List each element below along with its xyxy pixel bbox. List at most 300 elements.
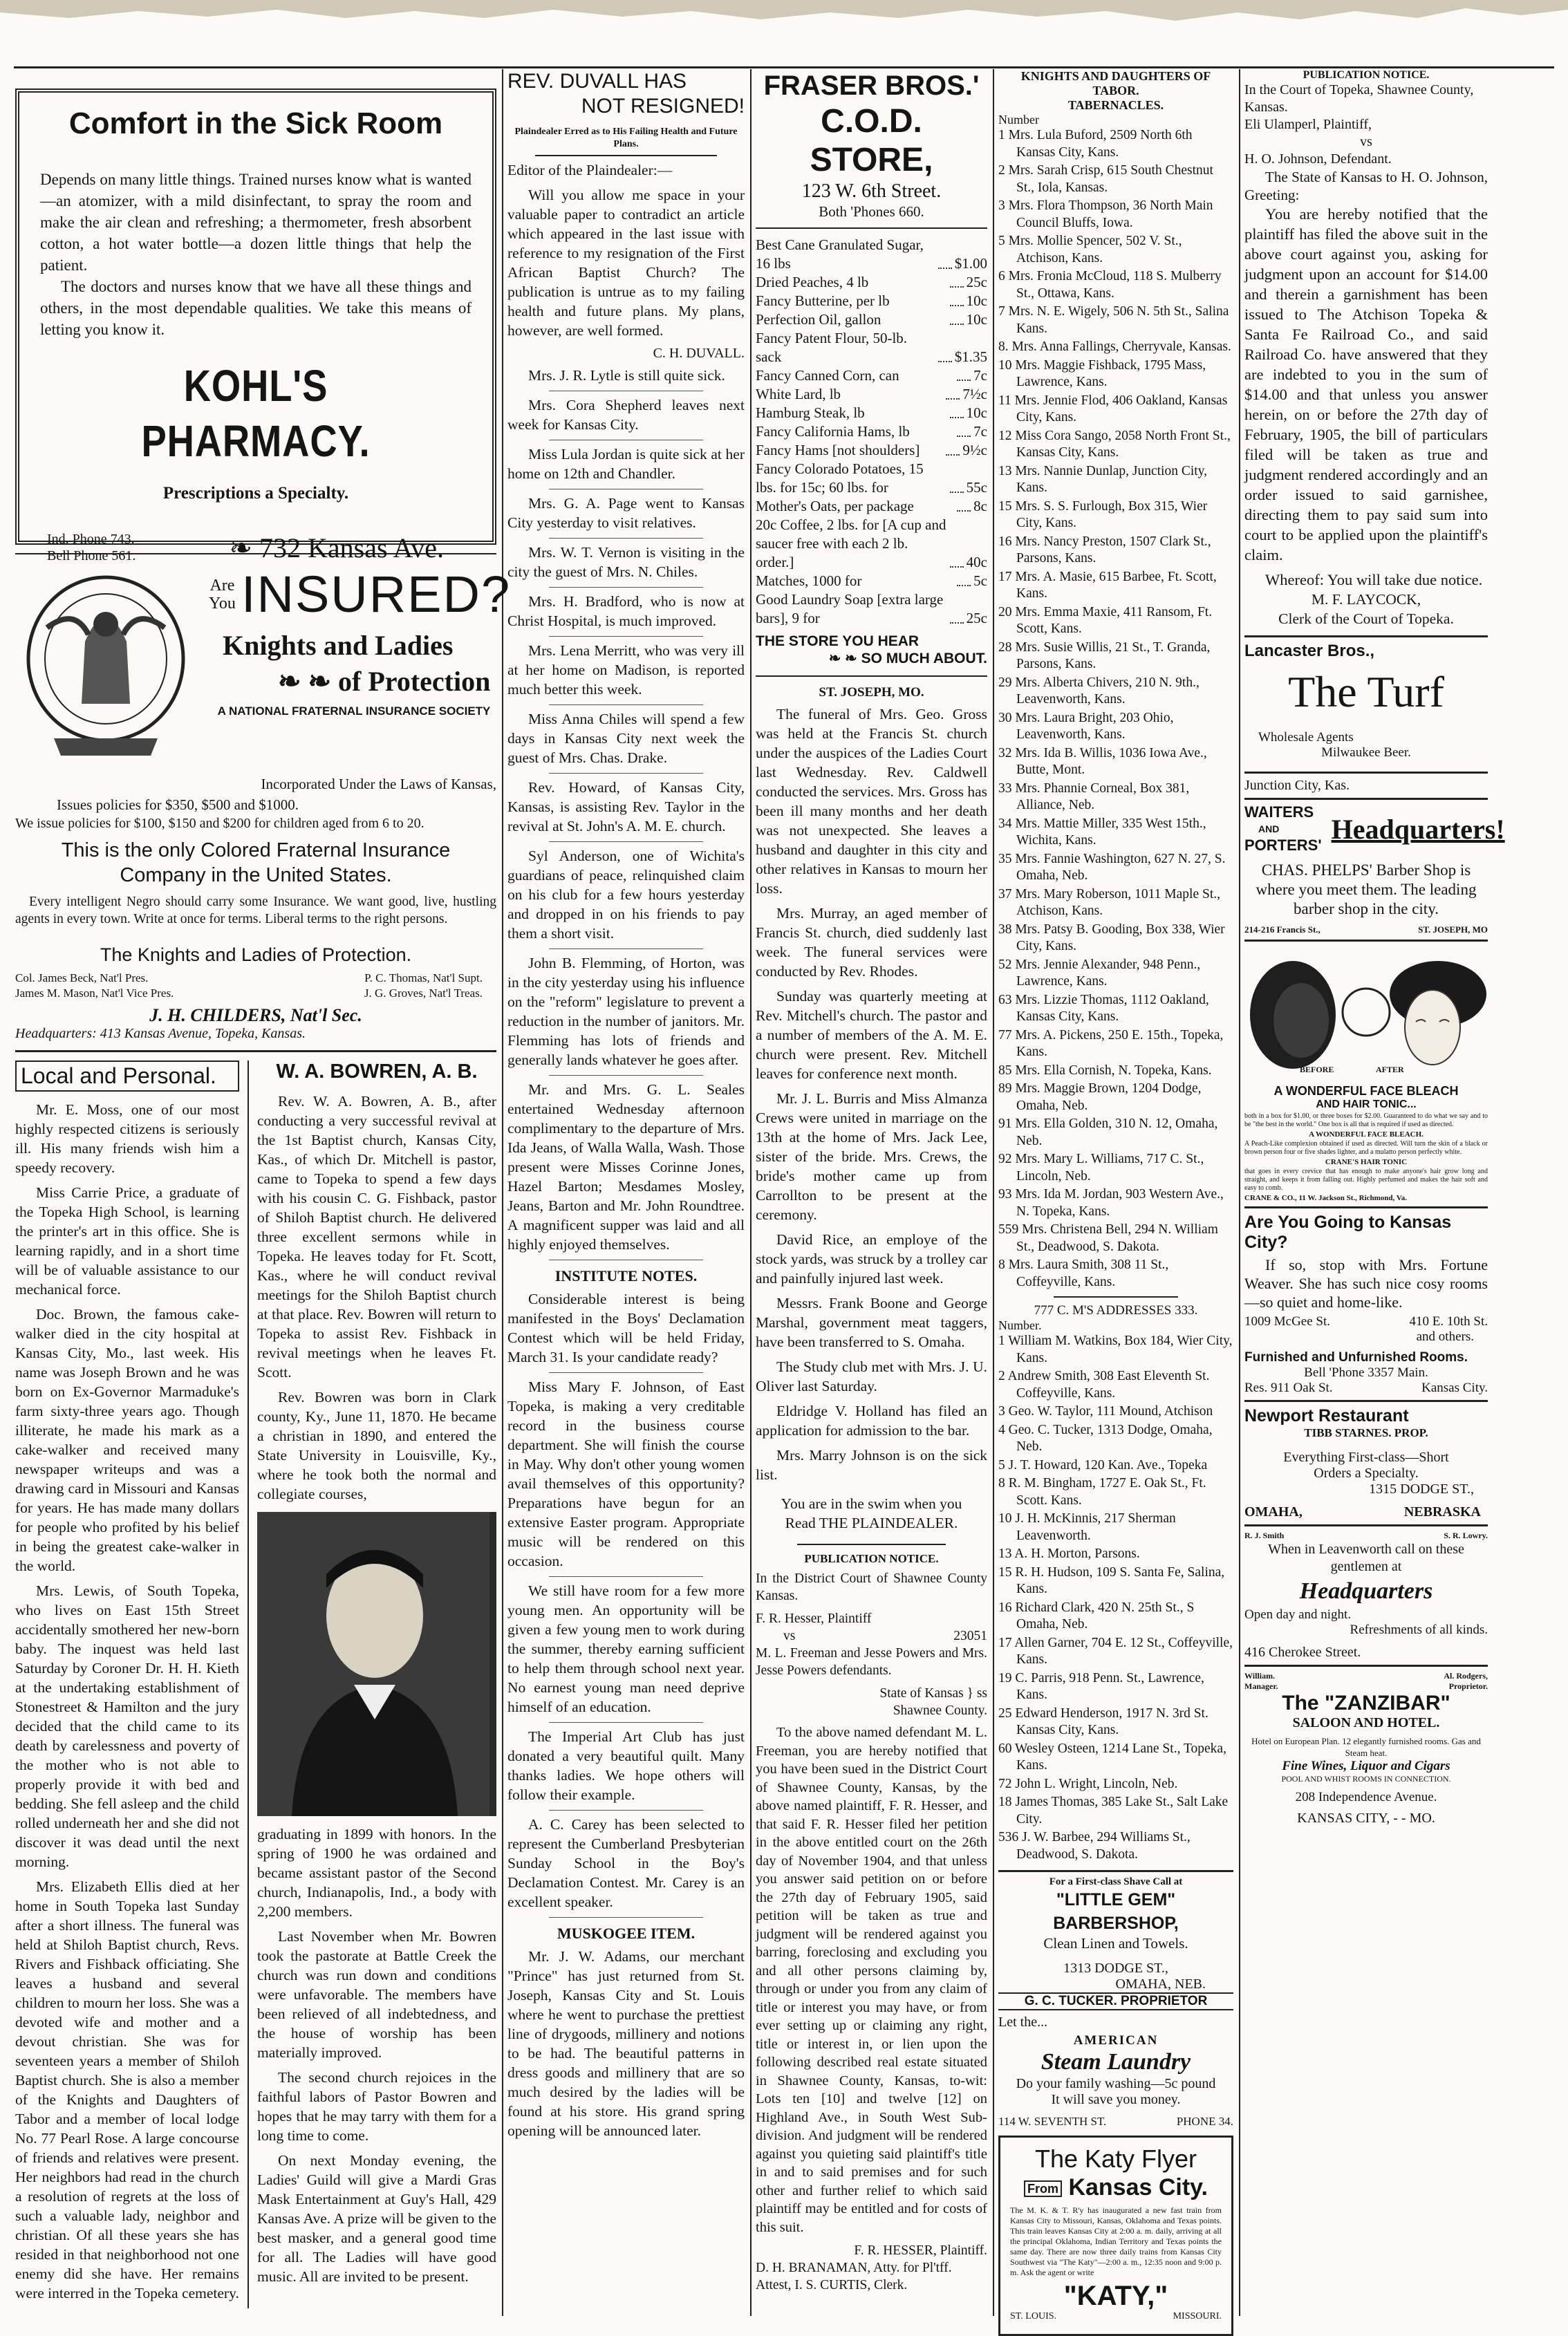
price-dots xyxy=(957,380,971,381)
pharmacy-name: KOHL'S PHARMACY. xyxy=(141,361,371,466)
kl-protection: The Knights and Ladies of Protection. xyxy=(100,944,412,965)
leav-names-row xyxy=(1244,1531,1488,1541)
divider xyxy=(1244,1400,1488,1402)
divider xyxy=(998,1870,1233,1872)
after-label: AFTER xyxy=(1376,1065,1404,1074)
pub-vs-right: vs xyxy=(1360,134,1372,149)
price-dots xyxy=(946,398,960,400)
headquarters-script: Headquarters xyxy=(1299,1578,1433,1604)
laundry-ad xyxy=(998,2015,1233,2129)
item-separator xyxy=(549,1576,703,1577)
column-rule-1 xyxy=(502,69,503,2316)
top-rule xyxy=(14,66,1554,68)
policies: Issues policies for $350, $500 and $1000. xyxy=(57,796,299,813)
pub-sig-clerk: Attest, I. S. CURTIS, Clerk. xyxy=(756,2278,908,2292)
laundry-family: Do your family washing—5c pound xyxy=(1016,2076,1216,2091)
local-section xyxy=(15,1060,496,2308)
mcgee-right: 410 E. 10th St. xyxy=(1409,1314,1488,1329)
publication-notice-title: PUBLICATION NOTICE. xyxy=(804,1552,939,1565)
nebraska: NEBRASKA xyxy=(1403,1504,1481,1520)
tabernacle-entry: 38 Mrs. Patsy B. Gooding, Box 338, Wier City, Kans. xyxy=(998,922,1225,953)
zanzibar-names xyxy=(1244,1671,1488,1692)
column-rule-3 xyxy=(993,69,994,2316)
duvall-signature: C. H. DUVALL. xyxy=(653,346,745,361)
zanzibar-prop-block xyxy=(1444,1671,1488,1692)
katy-from: From xyxy=(1024,2180,1062,2197)
price-item: Fancy Canned Corn, can xyxy=(756,367,899,384)
laundry-american: AMERICAN xyxy=(1073,2033,1159,2048)
katy-body: The M. K. & T. R'y has inaugurated a new fast train from Kansas City to Missouri, Kansas, Oklahoma and Texas points. This train leaves Kansas City at 2:00 a. m. daily, arriving at all the principal Oklahoma, Indian Territory and Texas points the same day. There are now three daily trains from Kansas City Southwest via "The Katy"—2:00 a. m., 12:35 noon and 9:00 p. m. Ask the agent or write xyxy=(1010,2205,1222,2278)
pub-court-right: In the Court of Topeka, Shawnee County, Kansas. xyxy=(1244,82,1474,115)
cms-number: Number. xyxy=(998,1318,1042,1332)
price-dots xyxy=(950,305,964,306)
portrait-figure-icon xyxy=(257,1512,489,1816)
bleach-text-2: A Peach-Like complexion obtained if used as directed. Will turn the skin of a black or brown person four or five shades lighter, and a mulatto person perfectly white. xyxy=(1244,1140,1488,1156)
item-separator xyxy=(549,587,703,588)
pub-title-right: PUBLICATION NOTICE. xyxy=(1303,69,1430,81)
are-label: Are xyxy=(209,577,235,595)
cod-store: C.O.D. STORE, xyxy=(810,103,933,178)
crane-address: CRANE & CO., 11 W. Jackson St., Richmond, Va. xyxy=(1244,1194,1408,1202)
torn-edge xyxy=(0,0,1568,28)
cms-entry: 72 John L. Wright, Lincoln, Neb. xyxy=(998,1776,1178,1791)
tabernacle-entry: 1 Mrs. Lula Buford, 2509 North 6th Kansas City, Kans. xyxy=(998,128,1193,160)
column-tabor xyxy=(998,69,1233,2322)
before-label: BEFORE xyxy=(1300,1065,1334,1074)
bowren-portrait xyxy=(257,1512,496,1816)
tabernacle-entry: 8. Mrs. Anna Fallings, Cherryvale, Kansas. xyxy=(998,339,1231,354)
price-item: Mother's Oats, per package xyxy=(756,498,914,514)
divider xyxy=(15,1050,496,1052)
newport-dodge: 1315 DODGE ST., xyxy=(1369,1482,1474,1497)
milwaukee-beer: Milwaukee Beer. xyxy=(1321,745,1411,760)
bowren-p5: The second church rejoices in the faithful labors of Pastor Bowren and hopes that he may tarry with them for a long time to come. xyxy=(257,2069,496,2144)
cms-entry: 13 A. H. Morton, Parsons. xyxy=(998,1547,1140,1561)
mcgee-left: 1009 McGee St. xyxy=(1244,1314,1331,1329)
phelps-city: ST. JOSEPH, MO xyxy=(1418,924,1488,935)
fraser-phones: Both 'Phones 660. xyxy=(819,203,924,220)
divider xyxy=(1244,798,1488,800)
personal-item: Miss Lula Jordan is quite sick at her home on 12th and Chandler. xyxy=(507,446,745,482)
price-row xyxy=(756,572,987,590)
omaha: OMAHA, xyxy=(1244,1504,1303,1520)
tabernacle-entry: 91 Mrs. Ella Golden, 310 N. 12, Omaha, Neb. xyxy=(998,1116,1218,1148)
price-row xyxy=(756,497,987,516)
cms-entry: 1 William M. Watkins, Box 184, Wier City, Kans. xyxy=(998,1334,1233,1365)
pub-defendant-right: H. O. Johnson, Defendant. xyxy=(1244,151,1392,167)
res-row xyxy=(1244,1381,1488,1396)
laundry-name: Steam Laundry xyxy=(1040,2049,1191,2075)
order-seal-icon xyxy=(19,566,192,766)
column-duvall xyxy=(507,69,745,2316)
tabernacle-entry: 6 Mrs. Fronia McCloud, 118 S. Mulberry St., Ottawa, Kans. xyxy=(998,269,1222,301)
phelps-address-row xyxy=(1244,924,1488,935)
st-joseph-item: Mrs. Marry Johnson is on the sick list. xyxy=(756,1447,987,1483)
store-you-hear: THE STORE YOU HEAR xyxy=(756,633,920,649)
tabernacle-entry: 15 Mrs. S. S. Furlough, Box 315, Wier City, Kans. xyxy=(998,498,1208,530)
price-dots xyxy=(950,417,964,418)
price-value: 25c xyxy=(966,274,987,290)
ad-body: Depends on many little things. Trained nurses know what is wanted—an atomizer, with a mild disinfectant, to spray the room and make the air clean and refreshing; a thermometer, fresh absorbent cotton, a hot water bottle—a dozen little things that help the patient. xyxy=(40,171,472,274)
katy-stl: ST. LOUIS. xyxy=(1010,2311,1057,2322)
pub-state-right: The State of Kansas to H. O. Johnson, Greeting: xyxy=(1244,169,1488,203)
divider xyxy=(756,227,987,229)
pub-vs-row xyxy=(756,1627,987,1645)
price-dots xyxy=(946,454,960,456)
divider xyxy=(756,675,987,677)
phelps-text: CHAS. PHELPS' Barber Shop is where you meet them. The leading barber shop in the city. xyxy=(1256,861,1477,917)
tibb-starnes: TIBB STARNES. PROP. xyxy=(1304,1426,1428,1439)
tabernacle-entry: 10 Mrs. Maggie Fishback, 1795 Mass, Lawrence, Kans. xyxy=(998,357,1206,389)
pub-court: In the District Court of Shawnee County Kansas. xyxy=(756,1571,987,1603)
cms-entry: 5 J. T. Howard, 120 Kan. Ave., Topeka xyxy=(998,1457,1208,1473)
price-row xyxy=(756,404,987,422)
tabernacle-list xyxy=(998,127,1233,1291)
pub-clerk-right: Clerk of the Court of Topeka. xyxy=(1278,610,1454,627)
muskogee-title: MUSKOGEE ITEM. xyxy=(557,1925,696,1942)
pub-plaintiff: F. R. Hesser, Plaintiff xyxy=(756,1611,872,1626)
item-separator xyxy=(549,1810,703,1811)
price-value: 7c xyxy=(973,367,987,384)
bowren-p6: On next Monday evening, the Ladies' Guild will give a Mardi Gras Mask Entertainment at Guy's Hall, 429 Kansas Ave. A prize will be given to the best masker, and a general good time for all. The Ladies will have good music. All are invited to be present. xyxy=(257,2152,496,2285)
duvall-title-2: NOT RESIGNED! xyxy=(581,95,745,118)
cms-entry: 8 R. M. Bingham, 1727 E. Oak St., Ft. Scott. Kans. xyxy=(998,1476,1206,1508)
officer-treas: J. G. Groves, Nat'l Treas. xyxy=(364,987,483,1000)
cms-entry: 19 C. Parris, 918 Penn. St., Lawrence, Kans. xyxy=(998,1670,1204,1702)
price-row xyxy=(756,516,987,572)
tabernacle-entry: 7 Mrs. N. E. Wigely, 506 N. 5th St., Salina Kans. xyxy=(998,304,1229,336)
price-value: 7c xyxy=(973,423,987,440)
price-value: 8c xyxy=(973,498,987,514)
insurance-hq: Headquarters: 413 Kansas Avenue, Topeka, Kansas. xyxy=(15,1026,306,1041)
price-value: $1.00 xyxy=(954,255,987,272)
cms-entry: 10 J. H. McKinnis, 217 Sherman Leavenworth. xyxy=(998,1511,1176,1543)
price-row xyxy=(756,366,987,385)
divider xyxy=(535,155,717,156)
item-separator xyxy=(549,1075,703,1076)
weaver-text: If so, stop with Mrs. Fortune Weaver. She has such nice cosy rooms—so quiet and home-like. xyxy=(1244,1256,1488,1311)
divider xyxy=(1244,940,1488,942)
incorporated: Incorporated Under the Laws of Kansas, xyxy=(261,776,496,792)
st-joseph-item: Sunday was quarterly meeting at Rev. Mitchell's church. The pastor and a number of members of the A. M. E. church were present. Rev. Mitchell leaves for conference next month. xyxy=(756,988,987,1082)
cms-entry: 536 J. W. Barbee, 294 Williams St., Deadwood, S. Dakota. xyxy=(998,1830,1191,1862)
local-item: Miss Carrie Price, a graduate of the Topeka High School, is learning the printer's art in this office. She is learning rapidly, and in a short time will be of valuable assistance to our mechanical force. xyxy=(15,1184,239,1298)
the-turf: The Turf xyxy=(1288,667,1444,716)
pub-sig-right: M. F. LAYCOCK, xyxy=(1311,591,1421,608)
wines: Fine Wines, Liquor and Cigars xyxy=(1282,1759,1450,1773)
omaha-row xyxy=(1244,1504,1481,1520)
and: AND xyxy=(1258,823,1280,834)
only-colored-1: This is the only Colored Fraternal Insurance xyxy=(61,839,451,861)
of-protection: of Protection xyxy=(338,666,491,697)
tabernacle-entry: 92 Mrs. Mary L. Williams, 717 C. St., Lincoln, Neb. xyxy=(998,1152,1204,1184)
column-right xyxy=(1244,69,1505,2316)
st-joseph-item: The funeral of Mrs. Geo. Gross was held at the Francis St. church under the auspices of the Ladies Court last Wednesday. Rev. Caldwell conducted the services. Mrs. Gross has been ill many months and her death was not unexpected. She leaves a husband and daughter in this city and other relatives in Kansas to mourn her loss. xyxy=(756,706,987,897)
pub-body: To the above named defendant M. L. Freeman, you are hereby notified that you have been sued in the District Court of Shawnee County, Kansas, by the above named plaintiff, F. R. Hesser, and that said F. R. Hesser filed her petition in the above entitled court on the 26th day of November 1904, and that unless you answer said petition on or before the 27th day of February 1905, said petition will be taken as true and judgment will be rendered against you barring, foreclosing and excluding you and all other persons claiming by, through or under you from any claim of title or interest you may have, or from ever setting up or claiming any right, title or interest in, or lien upon the following described real estate situated in Shawnee County, Kansas, to-wit: Lots ten [10] and twelve [12] on Highland Ave., in South West Sub-division. And judgment will be rendered against you quieting said plaintiff's title in and to said premises and for such other and further relief to which said plaintiff may be entitled and for costs of this suit. xyxy=(756,1725,987,2235)
price-item: Hamburg Steak, lb xyxy=(756,404,865,421)
institute-title: INSTITUTE NOTES. xyxy=(554,1267,698,1284)
institute-item: We still have room for a few more young men. An opportunity will be given a few young men to work during the summer, thereby earning sufficient to help them through school next year. No earnest young man need deprive himself of an education. xyxy=(507,1582,745,1715)
cms-entry: 18 James Thomas, 385 Lake St., Salt Lake City. xyxy=(998,1795,1229,1826)
divider xyxy=(797,1544,946,1545)
of-protection-row xyxy=(278,665,490,698)
ad-title: Comfort in the Sick Room xyxy=(68,106,443,140)
pharmacy-specialty: Prescriptions a Specialty. xyxy=(162,484,349,503)
tabernacle-entry: 63 Mrs. Lizzie Thomas, 1112 Oakland, Kansas City, Kans. xyxy=(998,992,1209,1024)
katy-title: The Katy Flyer xyxy=(1034,2145,1197,2173)
only-colored-2: Company in the United States. xyxy=(120,864,392,886)
res-city: Kansas City. xyxy=(1421,1381,1488,1395)
pub-county: Shawnee County. xyxy=(893,1703,987,1718)
cms-entry: 15 R. H. Hudson, 109 S. Santa Fe, Salina, Kans. xyxy=(998,1564,1225,1596)
laundry-address-row xyxy=(998,2115,1233,2129)
duvall-items xyxy=(507,366,745,1260)
swim-line: You are in the swim when you xyxy=(781,1495,962,1512)
and-others: and others. xyxy=(1416,1329,1474,1344)
price-dots xyxy=(950,286,964,288)
zanzibar-rodgers: Al. Rodgers, xyxy=(1444,1671,1488,1681)
st-joseph-title: ST. JOSEPH, MO. xyxy=(819,685,924,700)
fraser-name: FRASER BROS.' xyxy=(763,71,980,101)
column-rule-4 xyxy=(1239,69,1240,2316)
fleuron-icon: ❧ ❧ xyxy=(278,666,332,697)
secretary: J. H. CHILDERS, Nat'l Sec. xyxy=(149,1005,362,1025)
laundry-address: 114 W. SEVENTH ST. xyxy=(998,2115,1107,2128)
item-separator xyxy=(549,538,703,539)
price-value: 10c xyxy=(966,292,987,309)
duvall-editor: Editor of the Plaindealer:— xyxy=(507,162,673,178)
st-joseph-item: Mrs. Murray, an aged member of Francis St. church, died suddenly last week. The funeral services were conducted by Rev. Rhodes. xyxy=(756,905,987,980)
gem-clean: Clean Linen and Towels. xyxy=(1043,1935,1188,1952)
price-row xyxy=(756,441,987,460)
orders: Orders a Specialty. xyxy=(1314,1466,1419,1481)
price-item: 20c Coffee, 2 lbs. for [A cup and saucer free with each 2 lb. order.] xyxy=(756,516,946,570)
you-label: You xyxy=(209,595,236,613)
bleach-headline-3: A WONDERFUL FACE BLEACH. xyxy=(1309,1130,1424,1139)
price-dots xyxy=(957,436,971,437)
column-fraser xyxy=(756,69,987,2316)
price-dots xyxy=(957,510,971,512)
local-item: Doc. Brown, the famous cake-walker died in the city hospital at Kansas City, Mo., last week. His name was Joseph Brown and he was born on Ex-Governor Marmaduke's farm sixty-three years ago. Though illiterate, he made his mark as a cake-walker and received many newspaper writeups and was a drawing card in Missouri and Kansas for years. He has made many dollars for people who profited by his belief in being the greatest cake-walker in the world. xyxy=(15,1306,239,1574)
divider xyxy=(1244,1206,1488,1208)
tabor-title-2: TABOR. xyxy=(1092,84,1139,97)
bleach-ad xyxy=(1244,946,1488,1084)
bleach-headline-1: A WONDERFUL FACE BLEACH xyxy=(1273,1084,1459,1098)
personal-item: Mrs. Lena Merritt, who was very ill at her home on Madison, is reported much better this week. xyxy=(507,642,745,698)
phelps-ad xyxy=(1244,803,1505,854)
price-row xyxy=(756,460,987,497)
cms-entry: 17 Allen Garner, 704 E. 12 St., Coffeyville, Kans. xyxy=(998,1635,1233,1667)
bowren-p3: graduating in 1899 with honors. In the spring of 1900 he was ordained and became assistant pastor of the Second church, Indianapolis, Ind., a body with 2,200 members. xyxy=(257,1826,496,1920)
wholesale: Wholesale Agents xyxy=(1258,730,1354,745)
price-dots xyxy=(950,622,964,624)
tabernacle-entry: 8 Mrs. Laura Smith, 308 11 St., Coffeyville, Kans. xyxy=(998,1258,1169,1289)
bowren-p1: Rev. W. A. Bowren, A. B., after conducting a very successful revival at the 1st Baptist church, Kansas City, Kas., of which Dr. Mitchell is pastor, came to Topeka to spend a few days with his cousin C. G. Fishback, pastor of Shiloh Baptist church. He delivered three excellent sermons while in Topeka. He leaves today for Ft. Scott, Kas., where he will conduct revival meetings for the Shiloh Baptist church at that place. Rev. Bowren will return to Topeka to assist Rev. Fishback in revival meetings when he leaves Ft. Scott. xyxy=(257,1093,496,1381)
headquarters: Headquarters! xyxy=(1331,813,1505,845)
tabernacle-entry: 89 Mrs. Maggie Brown, 1204 Dodge, Omaha, Neb. xyxy=(998,1081,1202,1113)
price-value: 25c xyxy=(966,610,987,626)
tonic-text: that goes in every crevice that has enough to make anyone's hair grow long and straight, and keeps it from falling out. Highly perfumed and makes the hair soft and easy to comb. xyxy=(1244,1168,1488,1192)
column-rule-2 xyxy=(750,69,752,2316)
newport: Newport Restaurant xyxy=(1244,1406,1409,1426)
tabernacle-entry: 3 Mrs. Flora Thompson, 36 North Main Council Bluffs, Iowa. xyxy=(998,198,1213,230)
st-joseph-item: Eldridge V. Holland has filed an application for admission to the bar. xyxy=(756,1403,987,1439)
tabernacle-entry: 35 Mrs. Fannie Washington, 627 N. 27, S. Omaha, Neb. xyxy=(998,851,1226,883)
european-plan: Hotel on European Plan. 12 elegantly furnished rooms. Gas and Steam heat. xyxy=(1251,1736,1481,1758)
ad-body-2: The doctors and nurses know that we have all these things and others, in the most dependable qualities. We take this means of letting you know it. xyxy=(40,278,472,338)
price-row xyxy=(756,310,987,329)
cms-entry: 2 Andrew Smith, 308 East Eleventh St. Coffeyville, Kans. xyxy=(998,1369,1210,1401)
little-gem-ad xyxy=(998,1876,1233,2010)
saloon: SALOON AND HOTEL. xyxy=(1292,1715,1440,1730)
local-item: Mr. E. Moss, one of our most highly respected citizens is seriously ill. His many friends wish him a speedy recovery. xyxy=(15,1101,239,1176)
price-item: Fancy California Hams, lb xyxy=(756,423,910,440)
gem-top: For a First-class Shave Call at xyxy=(1049,1876,1183,1887)
price-dots xyxy=(938,361,952,362)
personal-item: Mrs. W. T. Vernon is visiting in the city the guest of Mrs. N. Chiles. xyxy=(507,544,745,580)
zanzibar-william: William. xyxy=(1244,1671,1276,1681)
so-much-about-row xyxy=(756,650,987,667)
furnished-rooms: Furnished and Unfurnished Rooms. xyxy=(1244,1350,1468,1365)
tabernacle-entry: 93 Mrs. Ida M. Jordan, 903 Western Ave., N. Topeka, Kans. xyxy=(998,1187,1224,1219)
katy-from-row xyxy=(1010,2174,1222,2203)
cms-title: 777 C. M'S ADDRESSES 333. xyxy=(1034,1303,1198,1318)
officer-president: Col. James Beck, Nat'l Pres. xyxy=(15,971,149,984)
price-item: Good Laundry Soap [extra large bars], 9 for xyxy=(756,591,944,626)
pub-vs: vs xyxy=(783,1629,796,1643)
tabernacle-entry: 16 Mrs. Nancy Preston, 1507 Clark St., Parsons, Kans. xyxy=(998,534,1211,566)
are-you-insured xyxy=(209,567,511,622)
bowren-p4: Last November when Mr. Bowren took the pastorate at Battle Creek the church was run down and conditions were unfavorable. The members have been relieved of all indebtedness, and the house of worship has been materially improved. xyxy=(257,1928,496,2061)
st-joseph-items xyxy=(756,704,987,1484)
going-kc: Are You Going to Kansas City? xyxy=(1244,1213,1452,1252)
tabernacle-entry: 32 Mrs. Ida B. Willis, 1036 Iowa Ave., Butte, Mont. xyxy=(998,745,1207,777)
lancaster: Lancaster Bros., xyxy=(1244,642,1375,660)
pharmacy-address: 732 Kansas Ave. xyxy=(259,532,444,563)
divider xyxy=(1054,1296,1178,1298)
st-joseph-item: Messrs. Frank Boone and George Marshal, government meat taggers, have been transferred to S. Omaha. xyxy=(756,1295,987,1350)
so-much-about: SO MUCH ABOUT. xyxy=(861,651,987,666)
price-row xyxy=(756,329,987,366)
price-dots xyxy=(950,324,964,325)
gem-address: 1313 DODGE ST., xyxy=(1063,1961,1168,1976)
price-item: Matches, 1000 for xyxy=(756,572,862,589)
refreshments: Refreshments of all kinds. xyxy=(1350,1623,1488,1637)
tabernacle-entry: 2 Mrs. Sarah Crisp, 615 South Chestnut St., Iola, Kansas. xyxy=(998,163,1213,195)
waiters-porters xyxy=(1244,804,1322,854)
item-separator xyxy=(549,773,703,774)
price-row xyxy=(756,422,987,441)
price-item: Perfection Oil, gallon xyxy=(756,311,881,328)
tabor-number: Number xyxy=(998,113,1039,127)
personal-item: John B. Flemming, of Horton, was in the city yesterday using his influence on the "reform" legislature to prevent a reduction in the number of janitors. Mr. Flemming has lots of friends and generally lands whatever he goes after. xyxy=(507,955,745,1068)
bleach-text-1: both in a box for $1.00, or three boxes for $2.00. Guaranteed to do what we say and to be "the best in the world." One box is all that is required if used as directed. xyxy=(1244,1112,1488,1128)
divider xyxy=(1244,1665,1488,1667)
insurance-ad xyxy=(15,563,512,1005)
zanzibar-manager-block xyxy=(1244,1671,1278,1692)
price-value: 5c xyxy=(973,572,987,589)
tabernacle-entry: 33 Mrs. Phannie Corneal, Box 381, Alliance, Neb. xyxy=(998,781,1190,812)
tabernacle-entry: 28 Mrs. Susie Willis, 21 St., T. Granda, Parsons, Kans. xyxy=(998,639,1211,671)
duvall-title-1: REV. DUVALL HAS xyxy=(507,70,687,93)
price-row xyxy=(756,273,987,292)
price-row xyxy=(756,292,987,310)
item-separator xyxy=(549,1722,703,1723)
personal-item: Mrs. J. R. Lytle is still quite sick. xyxy=(528,367,725,384)
fleuron-icon: ❧ xyxy=(229,532,252,563)
pub-number: 23051 xyxy=(953,1629,987,1643)
kansas-city-mo: KANSAS CITY, - - MO. xyxy=(1297,1811,1435,1826)
society-line: A NATIONAL FRATERNAL INSURANCE SOCIETY xyxy=(217,704,491,718)
katy-flyer-ad xyxy=(998,2136,1233,2336)
officers-row-2 xyxy=(15,986,483,1001)
price-value: 10c xyxy=(966,404,987,421)
tabernacle-entry: 11 Mrs. Jennie Flod, 406 Oakland, Kansas City, Kans. xyxy=(998,393,1228,424)
muskogee-item: Mr. J. W. Adams, our merchant "Prince" has just returned from St. Joseph, Kansas City and St. Louis where he went to purchase the prettiest line of drygoods, millinery and notions to be had. The beautiful patterns in dress goods and millinery that are so much desired by the ladies will be found at his store. His grand spring opening will be announced later. xyxy=(507,1948,745,2139)
tabernacle-entry: 12 Miss Cora Sango, 2058 North Front St., Kansas City, Kans. xyxy=(998,428,1231,460)
sr-lowry: S. R. Lowry. xyxy=(1444,1531,1488,1540)
fleuron-icon: ❧ ❧ xyxy=(828,651,857,666)
duvall-subhead: Plaindealer Erred as to His Failing Health and Future Plans. xyxy=(514,127,738,149)
divider xyxy=(1244,1524,1488,1526)
gem-name: "LITTLE GEM" BARBERSHOP, xyxy=(1053,1890,1179,1933)
zanzibar: The "ZANZIBAR" xyxy=(1282,1692,1450,1714)
tabernacle-entry: 5 Mrs. Mollie Spencer, 502 V. St., Atchison, Kans. xyxy=(998,234,1182,265)
price-value: 55c xyxy=(966,479,987,496)
read-plaindealer: Read THE PLAINDEALER. xyxy=(785,1515,958,1531)
wholesale-row xyxy=(1258,730,1481,745)
porters: PORTERS' xyxy=(1244,837,1322,854)
kc-phone: Bell 'Phone 3357 Main. xyxy=(1304,1365,1428,1380)
bowren-title: W. A. BOWREN, A. B. xyxy=(276,1060,478,1083)
everything: Everything First-class—Short xyxy=(1283,1450,1449,1465)
institute-item: Considerable interest is being manifested in the Boys' Declamation Contest which will be held Friday, March 31. Is your candidate ready? xyxy=(507,1291,745,1365)
personal-item: Rev. Howard, of Kansas City, Kansas, is assisting Rev. Taylor in the revival at St. John's A. M. E. church. xyxy=(507,779,745,834)
institute-item: Miss Mary F. Johnson, of East Topeka, is making a very creditable record in the business course department. She will finish the course in May. Why don't other young women avail themselves of this opportunity? Preparations have begun for an extensive Easter program. Appropriate music will be rendered on this occasion. xyxy=(507,1379,745,1569)
price-dots xyxy=(950,492,964,493)
laundry-let: Let the... xyxy=(998,2015,1048,2030)
column-1 xyxy=(15,69,512,2316)
tabernacle-entry: 30 Mrs. Laura Bright, 203 Ohio, Leavenworth, Kans. xyxy=(998,710,1174,742)
institute-item: A. C. Carey has been selected to represent the Cumberland Presbyterian Sunday School in the Boy's Declamation Contest. Mr. Carey is an excellent speaker. xyxy=(507,1816,745,1910)
tabernacle-entry: 77 Mrs. A. Pickens, 250 E. 15th., Topeka, Kans. xyxy=(998,1027,1224,1059)
price-dots xyxy=(957,585,971,586)
local-item: Mrs. Elizabeth Ellis died at her home in South Topeka last Sunday after a short illness. The funeral was held at Shiloh Baptist church, Revs. Rivers and Fishback officiating. She leaves a husband and several children to mourn her loss. She was a devoted wife and mother and a devout christian. She was for seventeen years a member of Shiloh Baptist church. She is also a member of the Knights and Daughters of Tabor and a member of local lodge No. 77 Pearl Rose. A large concourse of friends and relatives were present. Her neighbors had read in the church a resolution of regrets at the loss of such a valuable lady, neighbor and christian. Of all these years she has resided in that neighborhood not one enemy did she have. Her remains were interred in the Topeka cemetery. xyxy=(15,1878,239,2301)
tabernacle-entry: 37 Mrs. Mary Roberson, 1011 Maple St., Atchison, Kans. xyxy=(998,886,1221,918)
officers-row-1 xyxy=(15,971,483,986)
pub-sig-attorney: D. H. BRANAMAN, Atty. for Pl'tff. xyxy=(756,2261,952,2275)
personal-item: Mr. and Mrs. G. L. Seales entertained Wednesday afternoon complimentary to the departure of Mrs. Ida Jeans, of Walla Walla, Wash. Those present were Misses Corinne Jones, Hazel Barton; Mesdames Mosley, Jeans, Barton and Mr. John Roundtree. A magnificent supper was laid and all highly enjoyed themselves. xyxy=(507,1081,745,1253)
are-you xyxy=(209,577,236,613)
res-address: Res. 911 Oak St. xyxy=(1244,1381,1333,1395)
rj-smith: R. J. Smith xyxy=(1244,1531,1285,1540)
pub-plaintiff-right: Eli Ulamperl, Plaintiff, xyxy=(1244,117,1372,132)
cms-entry: 3 Geo. W. Taylor, 111 Mound, Atchison xyxy=(998,1404,1213,1419)
officer-supt: P. C. Thomas, Nat'l Supt. xyxy=(364,971,483,984)
st-joseph-item: David Rice, an employe of the stock yards, was struck by a trolley car and painfully injured last week. xyxy=(756,1231,987,1287)
katy-city-row xyxy=(1010,2311,1222,2322)
price-item: Best Cane Granulated Sugar, 16 lbs xyxy=(756,236,924,272)
price-list xyxy=(756,236,987,628)
tabernacle-entry: 17 Mrs. A. Masie, 615 Barbee, Ft. Scott, Kans. xyxy=(998,569,1217,601)
price-item: Fancy Hams [not shoulders] xyxy=(756,442,920,458)
bowren-column xyxy=(248,1060,496,2308)
personal-item: Mrs. G. A. Page went to Kansas City yesterday to visit relatives. xyxy=(507,495,745,531)
waiters: WAITERS xyxy=(1244,803,1314,821)
personal-item: Syl Anderson, one of Wichita's guardians of peace, relinquished claim on his club for a few hours yesterday and dropped in on his friends to pay them a short visit. xyxy=(507,848,745,942)
katy-big: "KATY," xyxy=(1063,2281,1168,2312)
tabernacle-entry: 52 Mrs. Jennie Alexander, 948 Penn., Lawrence, Kans. xyxy=(998,957,1201,989)
